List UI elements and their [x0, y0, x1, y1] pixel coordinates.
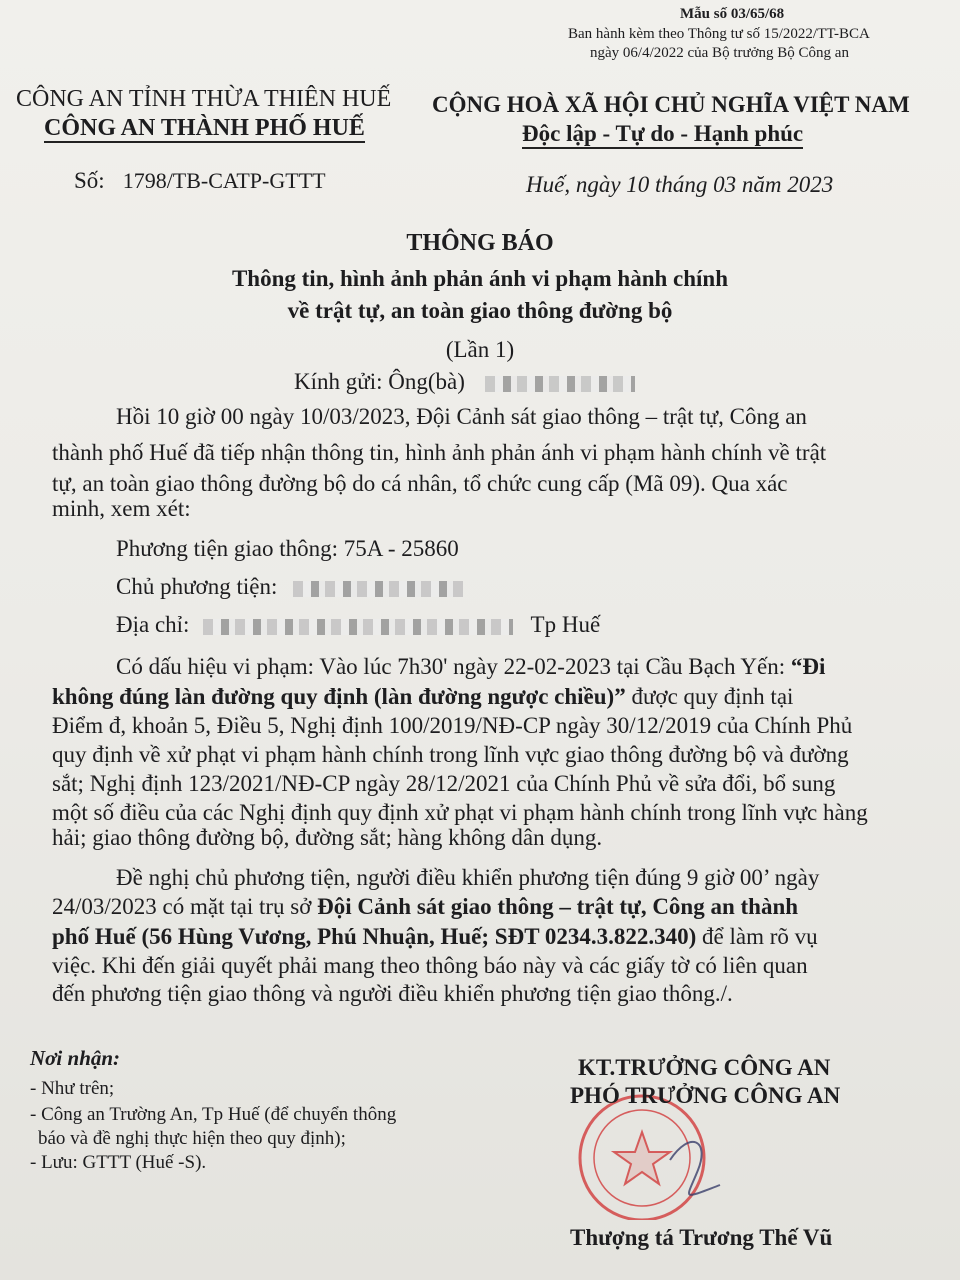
country-name: CỘNG HOÀ XÃ HỘI CHỦ NGHĨA VIỆT NAM [432, 92, 910, 117]
agency-name [44, 115, 365, 142]
request-line1: Đề nghị chủ phương tiện, người điều khiển phương tiện đúng 9 giờ 00’ ngày [116, 865, 820, 890]
violation-line2 [52, 684, 793, 710]
agency-parent: CÔNG AN TỈNH THỪA THIÊN HUẾ [16, 86, 392, 112]
body-p1-line4: minh, xem xét: [52, 496, 191, 521]
addressee-label: Kính gửi: Ông(bà) [294, 369, 465, 394]
violation-line6: một số điều của các Nghị định quy định xử phạt vi phạm hành chính trong lĩnh vực hàng [52, 800, 868, 825]
violation-line2-rest: được quy định tại [625, 684, 794, 709]
recipients-title: Nơi nhận: [30, 1046, 121, 1070]
violation-line1-text: Có dấu hiệu vi phạm: Vào lúc 7h30' ngày 22-02-2023 tại Cầu Bạch Yến: [116, 654, 791, 679]
recipient-item: - Lưu: GTTT (Huế -S). [30, 1152, 207, 1173]
form-number: Mẫu số 03/65/68 [680, 6, 785, 22]
request-line3-rest: để làm rõ vụ [696, 924, 818, 949]
document-number-label: Số: [74, 168, 105, 193]
violation-line3: Điểm đ, khoản 5, Điều 5, Nghị định 100/2019/NĐ-CP ngày 30/12/2019 của Chính Phủ [52, 713, 853, 738]
body-p1-line1: Hồi 10 giờ 00 ngày 10/03/2023, Đội Cảnh sát giao thông – trật tự, Công an [116, 404, 807, 429]
form-issued-line1: Ban hành kèm theo Thông tư số 15/2022/TT-BCA [568, 26, 870, 42]
request-line5: đến phương tiện giao thông và người điều khiển phương tiện giao thông./. [52, 981, 733, 1006]
request-office: Đội Cảnh sát giao thông – trật tự, Công an thành [317, 894, 799, 919]
request-line4: việc. Khi đến giải quyết phải mang theo thông báo này và các giấy tờ có liên quan [52, 953, 808, 978]
signature-title-1: KT.TRƯỞNG CÔNG AN [578, 1055, 831, 1080]
violation-line5: sắt; Nghị định 123/2021/NĐ-CP ngày 28/12/2021 của Chính Phủ về sửa đổi, bổ sung [52, 771, 836, 796]
agency-name-text: CÔNG AN THÀNH PHỐ HUẾ [44, 115, 365, 141]
document-number [74, 168, 326, 194]
body-p1-line2: thành phố Huế đã tiếp nhận thông tin, hình ảnh phản ánh vi phạm hành chính về trật [52, 440, 827, 465]
redacted-address [203, 619, 513, 635]
owner-address [116, 612, 600, 638]
redacted-owner [293, 581, 463, 597]
violation-line7: hải; giao thông đường bộ, đường sắt; hàng không dân dụng. [52, 825, 603, 850]
document-number-value: 1798/TB-CATP-GTTT [122, 168, 326, 193]
notice-round: (Lần 1) [445, 337, 515, 362]
document-date: Huế, ngày 10 tháng 03 năm 2023 [526, 172, 834, 197]
document-subtitle-1: Thông tin, hình ảnh phản ánh vi phạm hành chính [231, 266, 729, 291]
motto: Độc lập - Tự do - Hạnh phúc [522, 121, 803, 149]
recipient-item: báo và đề nghị thực hiện theo quy định); [38, 1128, 346, 1149]
violation-description: không đúng làn đường quy định (làn đường ngược chiều)” [52, 684, 626, 709]
request-line2 [52, 894, 798, 920]
signer-name: Thượng tá Trương Thế Vũ [570, 1225, 833, 1250]
request-line2-text: 24/03/2023 có mặt tại trụ sở [52, 894, 318, 919]
violation-quote-start: “Đi [790, 654, 826, 679]
redacted-name [485, 376, 635, 392]
official-seal-image [560, 1090, 730, 1220]
body-p1-line3: tự, an toàn giao thông đường bộ do cá nhân, tổ chức cung cấp (Mã 09). Qua xác [52, 471, 788, 496]
request-line3 [52, 924, 818, 950]
vehicle-owner-label: Chủ phương tiện: [116, 574, 278, 599]
document-subtitle-2: về trật tự, an toàn giao thông đường bộ [287, 298, 673, 323]
document-title: THÔNG BÁO [406, 230, 554, 256]
violation-line4: quy định về xử phạt vi phạm hành chính trong lĩnh vực giao thông đường bộ và đường [52, 742, 849, 767]
form-issued-line2: ngày 06/4/2022 của Bộ trưởng Bộ Công an [590, 45, 849, 61]
recipient-item: - Như trên; [30, 1078, 115, 1099]
owner-address-city: Tp Huế [530, 612, 601, 637]
signature-title-2: PHÓ TRƯỞNG CÔNG AN [570, 1083, 841, 1108]
recipient-item: - Công an Trường An, Tp Huế (để chuyển thông [30, 1104, 397, 1125]
violation-line1 [116, 654, 825, 680]
addressee [294, 369, 635, 395]
vehicle-owner [116, 574, 463, 600]
vehicle-plate: Phương tiện giao thông: 75A - 25860 [116, 536, 459, 561]
owner-address-label: Địa chỉ: [116, 612, 190, 637]
request-office-address: phố Huế (56 Hùng Vương, Phú Nhuận, Huế; SĐT 0234.3.822.340) [52, 924, 697, 949]
